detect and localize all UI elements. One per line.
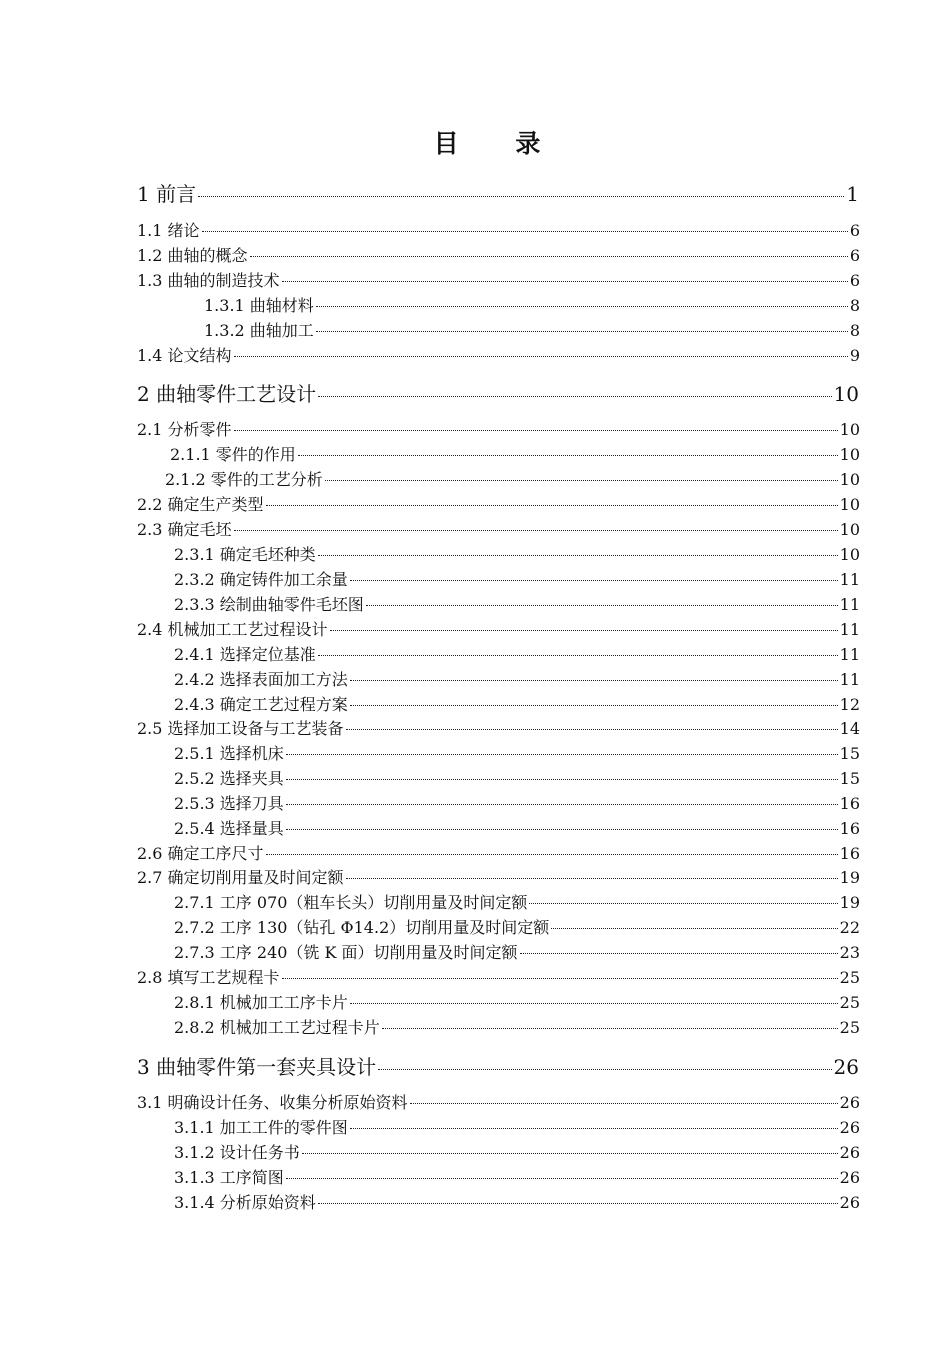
toc-entry-page: 11 bbox=[839, 595, 860, 614]
toc-entry-label: 3 曲轴零件第一套夹具设计 bbox=[137, 1055, 377, 1079]
toc-entry-label: 1.3 曲轴的制造技术 bbox=[137, 271, 280, 290]
toc-entry-label: 2.5.2 选择夹具 bbox=[174, 769, 284, 788]
toc-leader-dots bbox=[266, 505, 838, 506]
toc-entry[interactable] bbox=[137, 1051, 859, 1080]
toc-leader-dots bbox=[350, 1128, 838, 1129]
toc-leader-dots bbox=[198, 196, 844, 197]
toc-entry-label: 2.7 确定切削用量及时间定额 bbox=[137, 868, 344, 887]
toc-entry-page: 19 bbox=[839, 893, 860, 912]
toc-entry[interactable] bbox=[137, 1090, 860, 1113]
toc-entry-label: 1.4 论文结构 bbox=[137, 346, 232, 365]
toc-leader-dots bbox=[346, 729, 838, 730]
toc-entry-label: 3.1.2 设计任务书 bbox=[174, 1143, 300, 1162]
toc-entry-label: 2.3.3 绘制曲轴零件毛坯图 bbox=[174, 595, 364, 614]
toc-entry-page: 11 bbox=[839, 645, 860, 664]
toc-entry[interactable] bbox=[204, 318, 860, 341]
toc-entry-page: 16 bbox=[839, 794, 860, 813]
toc-leader-dots bbox=[234, 356, 848, 357]
toc-entry[interactable] bbox=[137, 178, 859, 207]
toc-entry[interactable] bbox=[174, 692, 860, 715]
toc-leader-dots bbox=[282, 978, 838, 979]
toc-entry-label: 3.1.1 加工工件的零件图 bbox=[174, 1118, 348, 1137]
toc-leader-dots bbox=[250, 256, 848, 257]
toc-entry-label: 2.3 确定毛坯 bbox=[137, 520, 232, 539]
toc-entry-page: 11 bbox=[839, 670, 860, 689]
toc-entry-page: 26 bbox=[833, 1055, 859, 1079]
toc-entry[interactable] bbox=[137, 268, 860, 291]
toc-entry[interactable] bbox=[174, 990, 860, 1013]
toc-entry-page: 10 bbox=[839, 545, 860, 564]
toc-entry-page: 10 bbox=[839, 495, 860, 514]
toc-entry[interactable] bbox=[137, 492, 860, 515]
toc-entry-page: 26 bbox=[839, 1093, 860, 1112]
toc-entry-page: 6 bbox=[849, 221, 860, 240]
toc-entry-label: 2.7.3 工序 240（铣 K 面）切削用量及时间定额 bbox=[174, 943, 518, 962]
toc-entry[interactable] bbox=[137, 517, 860, 540]
toc-entry[interactable] bbox=[174, 1140, 860, 1163]
toc-entry-label: 3.1 明确设计任务、收集分析原始资料 bbox=[137, 1093, 408, 1112]
toc-entry-page: 1 bbox=[846, 182, 859, 206]
toc-entry-page: 16 bbox=[839, 844, 860, 863]
toc-entry[interactable] bbox=[174, 542, 860, 565]
toc-entry-label: 2.5 选择加工设备与工艺装备 bbox=[137, 719, 344, 738]
toc-entry-page: 26 bbox=[839, 1168, 860, 1187]
toc-entry-label: 2.4.2 选择表面加工方法 bbox=[174, 670, 348, 689]
toc-leader-dots bbox=[234, 530, 838, 531]
toc-entry-page: 22 bbox=[839, 918, 860, 937]
toc-leader-dots bbox=[529, 903, 837, 904]
toc-leader-dots bbox=[286, 829, 838, 830]
toc-entry[interactable] bbox=[137, 716, 860, 739]
toc-entry[interactable] bbox=[174, 567, 860, 590]
toc-leader-dots bbox=[318, 396, 831, 397]
toc-leader-dots bbox=[266, 854, 838, 855]
toc-leader-dots bbox=[202, 231, 848, 232]
toc-entry[interactable] bbox=[137, 617, 860, 640]
toc-leader-dots bbox=[410, 1103, 838, 1104]
toc-entry-page: 25 bbox=[839, 968, 860, 987]
toc-entry-label: 1.3.1 曲轴材料 bbox=[204, 296, 314, 315]
toc-entry-page: 8 bbox=[849, 321, 860, 340]
toc-entry[interactable] bbox=[137, 417, 860, 440]
toc-entry[interactable] bbox=[174, 1165, 860, 1188]
toc-entry-page: 26 bbox=[839, 1143, 860, 1162]
toc-entry[interactable] bbox=[174, 741, 860, 764]
toc-entry-label: 2.3.1 确定毛坯种类 bbox=[174, 545, 316, 564]
toc-entry-page: 9 bbox=[849, 346, 860, 365]
toc-leader-dots bbox=[234, 430, 838, 431]
toc-leader-dots bbox=[316, 306, 848, 307]
toc-entry-label: 1.1 绪论 bbox=[137, 221, 200, 240]
toc-entry-page: 10 bbox=[839, 420, 860, 439]
toc-entry[interactable] bbox=[174, 592, 860, 615]
toc-entry-label: 2.8.1 机械加工工序卡片 bbox=[174, 993, 348, 1012]
toc-leader-dots bbox=[316, 331, 848, 332]
toc-entry-page: 10 bbox=[839, 470, 860, 489]
toc-leader-dots bbox=[350, 580, 838, 581]
toc-entry-label: 2.7.2 工序 130（钻孔 Φ14.2）切削用量及时间定额 bbox=[174, 918, 550, 937]
toc-leader-dots bbox=[330, 630, 838, 631]
toc-leader-dots bbox=[551, 928, 837, 929]
toc-leader-dots bbox=[520, 953, 838, 954]
toc-entry[interactable] bbox=[204, 293, 860, 316]
toc-entry[interactable] bbox=[174, 1115, 860, 1138]
toc-entry-label: 2.1 分析零件 bbox=[137, 420, 232, 439]
toc-entry[interactable] bbox=[174, 1015, 860, 1038]
toc-entry-label: 2.1.2 零件的工艺分析 bbox=[165, 470, 323, 489]
toc-entry-label: 2.7.1 工序 070（粗车长头）切削用量及时间定额 bbox=[174, 893, 528, 912]
toc-entry-page: 23 bbox=[839, 943, 860, 962]
toc-entry-label: 2.6 确定工序尺寸 bbox=[137, 844, 264, 863]
toc-entry-page: 26 bbox=[839, 1193, 860, 1212]
toc-leader-dots bbox=[286, 804, 838, 805]
toc-entry[interactable] bbox=[137, 378, 859, 407]
toc-entry-label: 2.5.3 选择刀具 bbox=[174, 794, 284, 813]
toc-title: 目 录 bbox=[433, 129, 565, 158]
toc-leader-dots bbox=[318, 1203, 838, 1204]
toc-entry-label: 2.1.1 零件的作用 bbox=[170, 445, 296, 464]
toc-entry-label: 2.2 确定生产类型 bbox=[137, 495, 264, 514]
toc-entry-page: 16 bbox=[839, 819, 860, 838]
toc-entry-label: 3.1.3 工序简图 bbox=[174, 1168, 284, 1187]
toc-entry[interactable] bbox=[137, 218, 860, 241]
toc-entry-page: 15 bbox=[839, 769, 860, 788]
toc-entry-label: 2 曲轴零件工艺设计 bbox=[137, 382, 317, 406]
toc-entry-page: 19 bbox=[839, 868, 860, 887]
toc-entry-page: 6 bbox=[849, 271, 860, 290]
toc-entry[interactable] bbox=[170, 442, 860, 465]
toc-leader-dots bbox=[302, 1153, 838, 1154]
toc-entry-label: 2.4.3 确定工艺过程方案 bbox=[174, 695, 348, 714]
toc-entry-label: 2.5.1 选择机床 bbox=[174, 744, 284, 763]
toc-entry[interactable] bbox=[137, 965, 860, 988]
toc-entry[interactable] bbox=[174, 915, 860, 938]
toc-entry-label: 3.1.4 分析原始资料 bbox=[174, 1193, 316, 1212]
toc-leader-dots bbox=[350, 680, 838, 681]
toc-leader-dots bbox=[346, 878, 838, 879]
toc-entry-label: 2.4 机械加工工艺过程设计 bbox=[137, 620, 328, 639]
toc-entry[interactable] bbox=[174, 1190, 860, 1213]
toc-entry-page: 25 bbox=[839, 1018, 860, 1037]
toc-entry-label: 2.4.1 选择定位基准 bbox=[174, 645, 316, 664]
toc-entry-label: 2.5.4 选择量具 bbox=[174, 819, 284, 838]
toc-entry-label: 1.2 曲轴的概念 bbox=[137, 246, 248, 265]
toc-entry[interactable] bbox=[174, 766, 860, 789]
toc-entry-label: 2.3.2 确定铸件加工余量 bbox=[174, 570, 348, 589]
toc-entry-page: 10 bbox=[839, 445, 860, 464]
toc-leader-dots bbox=[382, 1028, 838, 1029]
toc-leader-dots bbox=[282, 281, 848, 282]
toc-entry[interactable] bbox=[174, 816, 860, 839]
toc-entry-page: 10 bbox=[833, 382, 859, 406]
toc-entry-page: 15 bbox=[839, 744, 860, 763]
toc-entry[interactable] bbox=[174, 667, 860, 690]
toc-entry[interactable] bbox=[174, 791, 860, 814]
toc-entry[interactable] bbox=[174, 642, 860, 665]
toc-entry[interactable] bbox=[137, 243, 860, 266]
toc-entry-label: 2.8 填写工艺规程卡 bbox=[137, 968, 280, 987]
toc-leader-dots bbox=[350, 1003, 838, 1004]
toc-entry[interactable] bbox=[174, 940, 860, 963]
toc-entry-page: 26 bbox=[839, 1118, 860, 1137]
toc-leader-dots bbox=[286, 754, 838, 755]
toc-leader-dots bbox=[366, 605, 838, 606]
toc-entry[interactable] bbox=[137, 343, 860, 366]
toc-entry-page: 12 bbox=[839, 695, 860, 714]
toc-entry-page: 8 bbox=[849, 296, 860, 315]
toc-leader-dots bbox=[325, 480, 838, 481]
toc-leader-dots bbox=[378, 1069, 831, 1070]
toc-leader-dots bbox=[298, 455, 838, 456]
toc-entry[interactable] bbox=[165, 467, 860, 490]
toc-entry[interactable] bbox=[137, 841, 860, 864]
toc-leader-dots bbox=[350, 705, 838, 706]
toc-leader-dots bbox=[318, 655, 838, 656]
toc-leader-dots bbox=[286, 779, 838, 780]
toc-leader-dots bbox=[318, 555, 838, 556]
toc-entry-page: 6 bbox=[849, 246, 860, 265]
toc-entry-label: 1.3.2 曲轴加工 bbox=[204, 321, 314, 340]
toc-entry[interactable] bbox=[174, 890, 860, 913]
toc-entry[interactable] bbox=[137, 865, 860, 888]
toc-leader-dots bbox=[286, 1178, 838, 1179]
toc-entry-label: 2.8.2 机械加工工艺过程卡片 bbox=[174, 1018, 380, 1037]
toc-entry-page: 11 bbox=[839, 620, 860, 639]
toc-entry-page: 25 bbox=[839, 993, 860, 1012]
toc-entry-label: 1 前言 bbox=[137, 182, 197, 206]
toc-entry-page: 11 bbox=[839, 570, 860, 589]
toc-entry-page: 10 bbox=[839, 520, 860, 539]
toc-entry-page: 14 bbox=[839, 719, 860, 738]
